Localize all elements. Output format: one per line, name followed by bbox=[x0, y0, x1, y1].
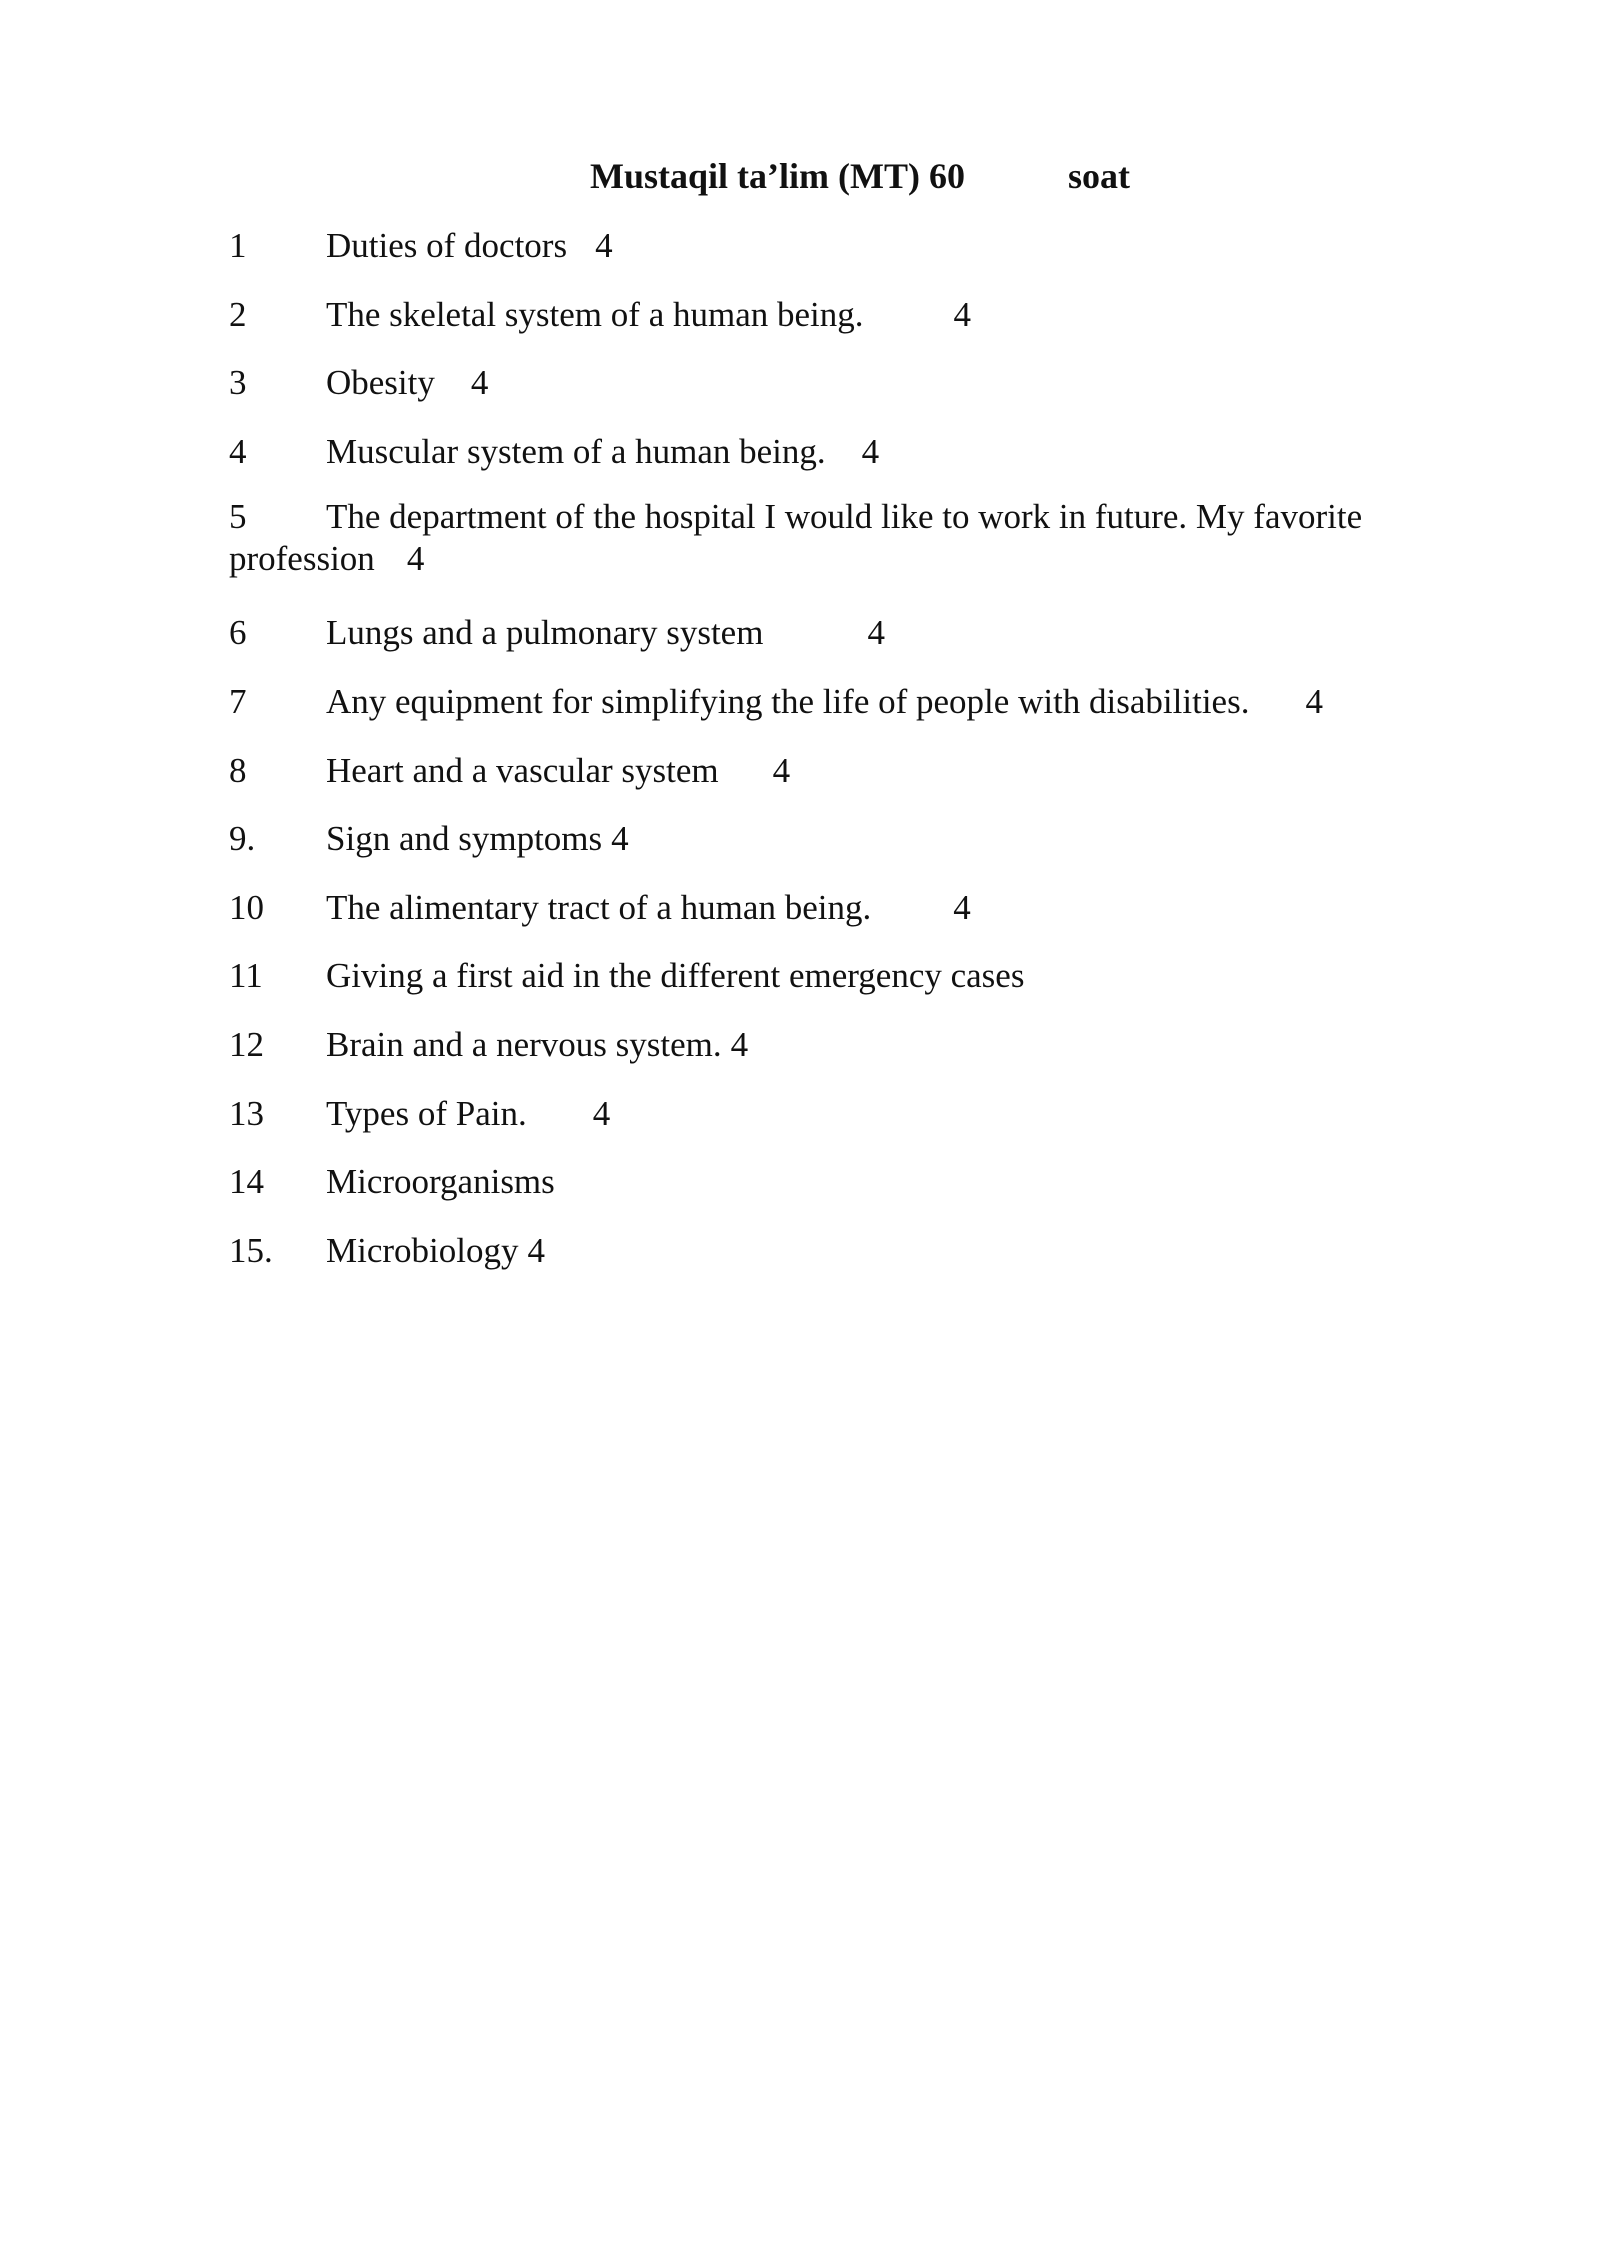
item-text: Muscular system of a human being. bbox=[326, 431, 826, 471]
item-hours: 4 bbox=[953, 294, 971, 334]
item-hours: 4 bbox=[470, 363, 489, 403]
list-item bbox=[229, 1223, 1459, 1278]
item-text: Giving a first aid in the different emergency cases bbox=[326, 956, 1025, 996]
item-text: Lungs and a pulmonary system bbox=[326, 613, 764, 653]
list-item bbox=[229, 355, 1459, 410]
item-hours: 4 bbox=[611, 819, 629, 859]
item-number: 1 bbox=[229, 226, 247, 265]
item-number: 4 bbox=[229, 431, 247, 471]
item-number: 8 bbox=[229, 750, 247, 790]
item-hours: 4 bbox=[953, 887, 971, 927]
item-text: Microbiology bbox=[326, 1230, 519, 1270]
list-item bbox=[229, 605, 1459, 660]
item-number: 2 bbox=[229, 294, 247, 334]
item-number: 11 bbox=[229, 956, 263, 996]
item-number: 3 bbox=[229, 363, 247, 403]
item-text: Types of Pain. bbox=[326, 1093, 527, 1133]
item-text: Sign and symptoms bbox=[326, 819, 603, 859]
item-number: 9. bbox=[229, 819, 256, 859]
item-hours: 4 bbox=[772, 750, 791, 790]
item-number: 14 bbox=[229, 1162, 264, 1202]
title-main: Mustaqil ta’lim (MT) 60 bbox=[590, 156, 965, 196]
topic-list bbox=[229, 218, 1459, 1291]
item-hours: 4 bbox=[527, 1230, 545, 1270]
list-item bbox=[229, 424, 1459, 479]
list-item bbox=[229, 492, 1459, 584]
title-unit: soat bbox=[1068, 156, 1130, 196]
item-text: Brain and a nervous system. bbox=[326, 1024, 722, 1064]
item-text: Duties of doctors bbox=[326, 226, 568, 265]
item-hours: 4 bbox=[730, 1024, 749, 1064]
list-item bbox=[229, 1017, 1459, 1072]
item-number: 5 bbox=[229, 497, 247, 537]
item-number: 10 bbox=[229, 887, 264, 927]
item-number: 15. bbox=[229, 1230, 273, 1270]
list-item bbox=[229, 1154, 1459, 1209]
list-item bbox=[229, 743, 1459, 798]
list-item bbox=[229, 218, 1459, 273]
item-number: 13 bbox=[229, 1093, 264, 1133]
item-text: Heart and a vascular system bbox=[326, 750, 719, 790]
list-item bbox=[229, 880, 1459, 935]
item-number: 6 bbox=[229, 613, 247, 653]
item-hours: 4 bbox=[1305, 681, 1323, 721]
item-hours: 4 bbox=[861, 431, 880, 471]
item-hours: 4 bbox=[592, 1093, 611, 1133]
item-text: Obesity bbox=[326, 363, 435, 403]
list-item bbox=[229, 948, 1459, 1003]
list-item bbox=[229, 811, 1459, 866]
item-text: The skeletal system of a human being. bbox=[326, 294, 864, 334]
item-hours: 4 bbox=[595, 226, 613, 265]
item-text: Any equipment for simplifying the life of people with disabilities. bbox=[326, 681, 1250, 721]
page-title bbox=[0, 152, 1600, 200]
item-text: The department of the hospital I would like to work in future. My favorite profession bbox=[229, 497, 1363, 579]
item-hours: 4 bbox=[867, 613, 885, 653]
list-item bbox=[229, 287, 1459, 342]
item-number: 7 bbox=[229, 681, 247, 721]
list-item bbox=[229, 1086, 1459, 1141]
item-hours: 4 bbox=[406, 539, 425, 579]
item-number: 12 bbox=[229, 1024, 264, 1064]
item-text: Microorganisms bbox=[326, 1162, 555, 1202]
list-item bbox=[229, 674, 1459, 729]
item-text: The alimentary tract of a human being. bbox=[326, 887, 872, 927]
